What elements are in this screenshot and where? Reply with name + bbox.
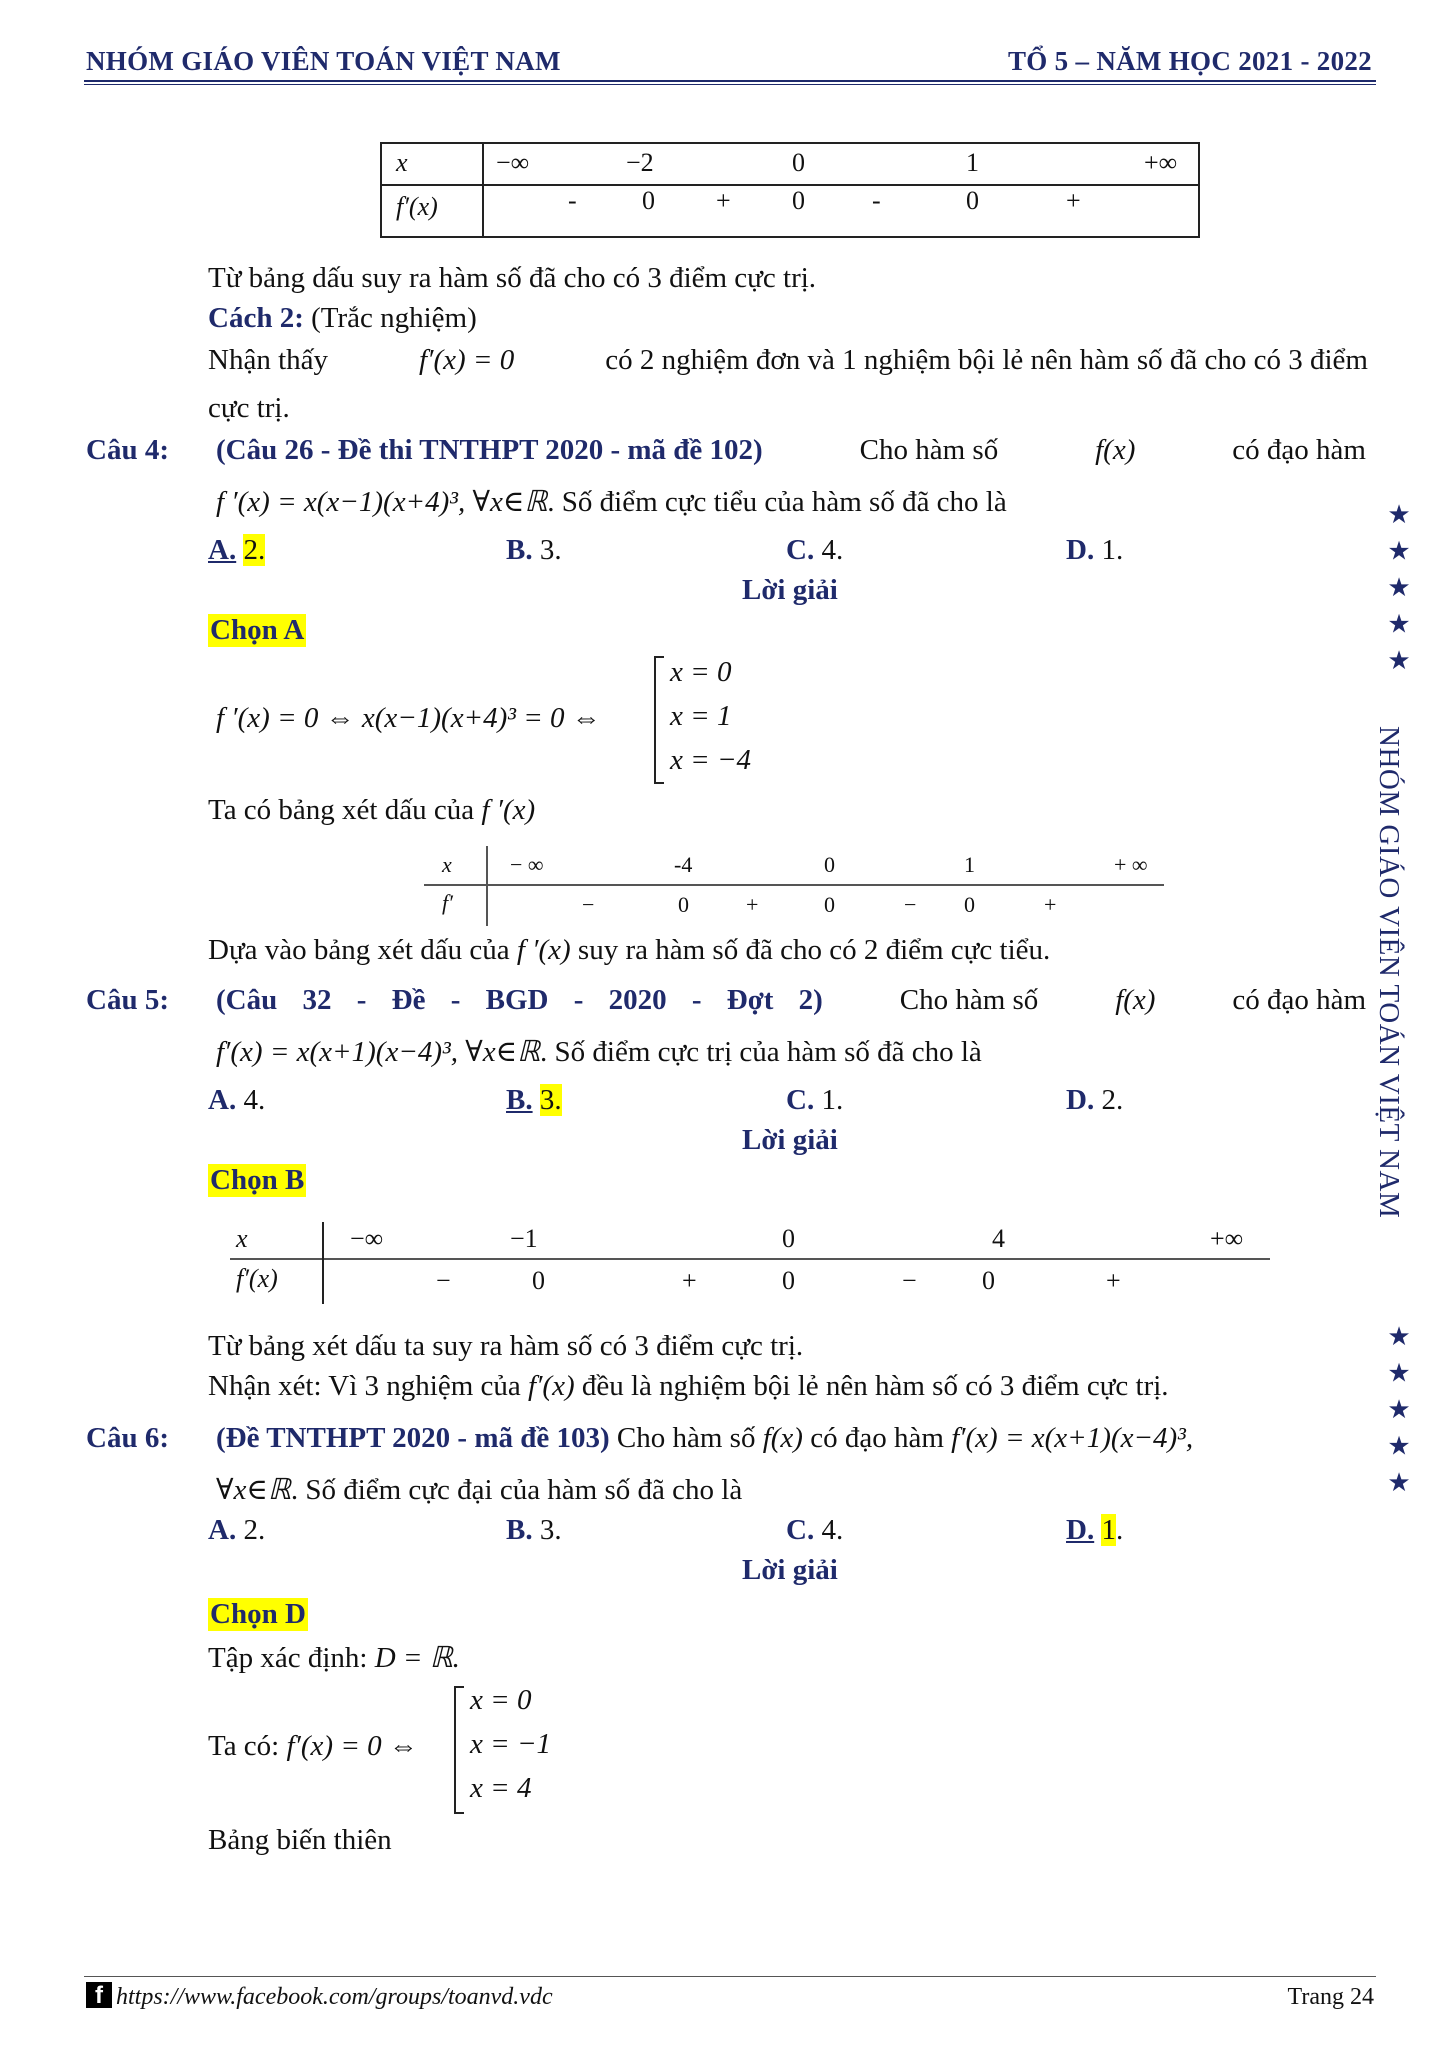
q5-text-c: . Số điểm cực trị của hàm số đã cho là (540, 1036, 982, 1068)
sidebar-stars-top: ★ ★ ★ ★ ★ (1385, 500, 1414, 676)
header-left: NHÓM GIÁO VIÊN TOÁN VIỆT NAM (86, 46, 561, 76)
q6-chon: Chọn D (210, 1598, 306, 1630)
table2-s3: 0 (824, 892, 835, 917)
q4-conclusion (208, 934, 1050, 967)
intro-line4: cực trị. (208, 392, 290, 424)
q6-txd (208, 1640, 460, 1675)
q4-option-d (1066, 534, 1123, 567)
q4-option-d-value: 1. (1101, 534, 1124, 566)
q5-option-c (786, 1084, 843, 1117)
intro-line3b: có 2 nghiệm đơn và 1 nghiệm bội lẻ nên hàm số đã cho có 3 điểm (605, 344, 1368, 376)
table3-s4: − (902, 1266, 917, 1295)
q5-line2a: Nhận xét: Vì 3 nghiệm của (208, 1370, 521, 1402)
q4-bracket (654, 656, 664, 784)
footer-page: Trang 24 (1287, 1984, 1374, 2010)
sidebar-stars-bottom: ★ ★ ★ ★ ★ (1385, 1322, 1414, 1498)
q4-table-intro (208, 794, 535, 827)
q4-option-c-letter: C. (786, 534, 815, 566)
q4-chon: Chọn A (210, 614, 305, 646)
table2-s2: + (746, 892, 759, 917)
header-rule-thin (84, 84, 1376, 85)
q4-conclusion-b: suy ra hàm số đã cho có 2 điểm cực tiểu. (577, 934, 1051, 966)
q4-option-c (786, 534, 843, 567)
table3-s6: + (1106, 1266, 1121, 1295)
facebook-icon: f (86, 1982, 112, 2008)
header-right: TỔ 5 – NĂM HỌC 2021 - 2022 (1007, 46, 1372, 76)
sign-table-3 (230, 1222, 1270, 1304)
q5-source: (Câu 32 - Đề - BGD - 2020 - Đợt 2) (216, 984, 823, 1016)
q5-option-d (1066, 1084, 1123, 1117)
table1-x2: 0 (792, 148, 805, 177)
table1-s2: + (716, 186, 731, 215)
q6-option-c-value: 4. (821, 1514, 844, 1546)
q4-option-a-value: 2. (243, 534, 266, 566)
q5-option-d-letter: D. (1066, 1084, 1095, 1116)
cach2-label: Cách 2: (208, 302, 304, 334)
q6-taco-text: Ta có: (208, 1730, 280, 1762)
cach2-text: (Trắc nghiệm) (303, 302, 477, 334)
q4-option-d-letter: D. (1066, 534, 1095, 566)
q6-line1 (216, 1422, 1193, 1455)
q5-option-a-letter: A. (208, 1084, 237, 1116)
table2-x4: + ∞ (1114, 852, 1148, 877)
q5-option-d-value: 2. (1101, 1084, 1124, 1116)
table2-x2: 0 (824, 852, 835, 877)
table1-x-label: x (396, 148, 408, 177)
q4-text-c: . Số điểm cực tiểu của hàm số đã cho là (547, 486, 1007, 518)
q6-txd-math: D = ℝ. (374, 1642, 460, 1674)
footer-url[interactable]: https://www.facebook.com/groups/toanvd.vdc (116, 1984, 553, 2010)
q4-eq-left: f ′(x) = 0 ⇔ x(x−1)(x+4)³ = 0 ⇔ (216, 702, 601, 734)
q6-line2 (216, 1472, 742, 1507)
q4-source: (Câu 26 - Đề thi TNTHPT 2020 - mã đề 102) (216, 434, 763, 466)
q5-line2 (216, 1034, 982, 1069)
q4-table-intro-math: f ′(x) (481, 794, 536, 826)
table1-x4: +∞ (1144, 148, 1178, 177)
table3-x2: 0 (782, 1224, 795, 1253)
q4-fx: f(x) (1095, 434, 1136, 466)
q6-line2-text: . Số điểm cực đại của hàm số đã cho là (290, 1474, 743, 1506)
q5-loigiai: Lời giải (742, 1124, 838, 1156)
q5-fx: f(x) (1115, 984, 1156, 1016)
table2-f-label: f′ (442, 890, 453, 915)
q6-txd-text: Tập xác định: (208, 1642, 368, 1674)
q6-source: (Đề TNTHPT 2020 - mã đề 103) (216, 1422, 610, 1454)
q4-line1 (216, 434, 1366, 467)
q4-option-a-letter: A. (208, 534, 237, 566)
q6-option-d: D. 1. (1066, 1514, 1124, 1546)
table1-s1: 0 (642, 186, 655, 215)
sign-table-1 (380, 142, 1200, 238)
table1-s5: 0 (966, 186, 979, 215)
footer-rule (84, 1976, 1376, 1977)
q4-option-a (208, 534, 265, 567)
table3-s0: − (436, 1266, 451, 1295)
q4-option-b (506, 534, 562, 567)
q5-option-c-value: 1. (821, 1084, 844, 1116)
table3-s3: 0 (782, 1266, 795, 1295)
q4-text-b: có đạo hàm (1232, 434, 1366, 466)
q5-text-a: Cho hàm số (899, 984, 1039, 1016)
table1-s3: 0 (792, 186, 805, 215)
table3-s2: + (682, 1266, 697, 1295)
q4-root-0: x = 0 (670, 656, 732, 688)
intro-line3-math: f′(x) = 0 (419, 344, 515, 376)
q6-option-a-value: 2. (243, 1514, 266, 1546)
q5-option-a-value: 4. (243, 1084, 266, 1116)
q4-option-c-value: 4. (821, 534, 844, 566)
table1-x1: −2 (626, 148, 654, 177)
table2-s1: 0 (678, 892, 689, 917)
q4-line2 (216, 484, 1007, 519)
q5-line2b: đều là nghiệm bội lẻ nên hàm số có 3 điểm cực trị. (581, 1370, 1169, 1402)
q6-label: Câu 6: (86, 1422, 169, 1454)
table2-x3: 1 (964, 852, 975, 877)
q6-line2-math: ∀x∈ℝ (216, 1474, 291, 1506)
q6-option-c-letter: C. (786, 1514, 815, 1546)
q6-bracket (454, 1686, 464, 1814)
table1-x0: −∞ (496, 148, 530, 177)
q4-option-b-value: 3. (539, 534, 562, 566)
q4-formula: f ′(x) = x(x−1)(x+4)³, ∀x∈ℝ (216, 486, 548, 518)
q6-root-1: x = −1 (470, 1728, 552, 1760)
q6-root-2: x = 4 (470, 1772, 532, 1804)
q6-taco-math: f′(x) = 0 ⇔ (286, 1730, 418, 1762)
table3-x0: −∞ (350, 1224, 384, 1253)
q5-line-conclusion2 (208, 1370, 1169, 1403)
q5-label: Câu 5: (86, 984, 169, 1016)
table2-x-label: x (442, 852, 452, 877)
q5-chon: Chọn B (210, 1164, 305, 1196)
table3-f-label: f′(x) (236, 1264, 278, 1293)
intro-line3 (208, 344, 1368, 377)
q4-text-a: Cho hàm số (859, 434, 999, 466)
q6-option-b (506, 1514, 562, 1547)
q6-loigiai: Lời giải (742, 1554, 838, 1586)
table1-s4: - (872, 186, 881, 215)
q6-option-c (786, 1514, 843, 1547)
q4-root-1: x = 1 (670, 700, 732, 732)
header-rule (84, 80, 1376, 82)
q6-option-d-letter: D. (1066, 1514, 1095, 1546)
q6-text-a: Cho hàm số (616, 1422, 756, 1454)
q4-option-b-letter: B. (506, 534, 533, 566)
table1-f-label: f′(x) (396, 192, 438, 221)
q4-loigiai: Lời giải (742, 574, 838, 606)
intro-line1: Từ bảng dấu suy ra hàm số đã cho có 3 điểm cực trị. (208, 262, 817, 294)
table2-s4: − (904, 892, 917, 917)
sidebar-text: NHÓM GIÁO VIÊN TOÁN VIỆT NAM (1373, 726, 1405, 1219)
table2-s0: − (582, 892, 595, 917)
intro-cach2 (208, 302, 477, 335)
q6-formula: f′(x) = x(x+1)(x−4)³, (951, 1422, 1194, 1454)
q6-fx: f(x) (762, 1422, 803, 1454)
q5-line-conclusion1: Từ bảng xét dấu ta suy ra hàm số có 3 điểm cực trị. (208, 1330, 804, 1362)
q6-bbt: Bảng biến thiên (208, 1824, 392, 1856)
q5-option-b (506, 1084, 562, 1117)
q5-text-b: có đạo hàm (1232, 984, 1366, 1016)
table1-x3: 1 (966, 148, 979, 177)
q5-option-b-value: 3. (539, 1084, 562, 1116)
table2-x0: − ∞ (510, 852, 544, 877)
q4-label: Câu 4: (86, 434, 169, 466)
q5-line2-math: f′(x) (528, 1370, 575, 1402)
q5-formula: f′(x) = x(x+1)(x−4)³, ∀x∈ℝ (216, 1036, 541, 1068)
q6-option-a-letter: A. (208, 1514, 237, 1546)
q4-table-intro-text: Ta có bảng xét dấu của (208, 794, 475, 826)
table2-x1: -4 (674, 852, 693, 877)
table2-s6: + (1044, 892, 1057, 917)
q6-option-b-letter: B. (506, 1514, 533, 1546)
table3-s5: 0 (982, 1266, 995, 1295)
table3-x-label: x (236, 1224, 248, 1253)
q6-option-d-value: 1 (1101, 1514, 1116, 1546)
q6-option-a (208, 1514, 265, 1547)
q6-option-b-value: 3. (539, 1514, 562, 1546)
sign-table-2 (424, 846, 1164, 926)
q6-taco (208, 1730, 418, 1763)
intro-line3a: Nhận thấy (208, 344, 328, 376)
table1-s6: + (1066, 186, 1081, 215)
q4-root-2: x = −4 (670, 744, 752, 776)
table3-x1: −1 (510, 1224, 538, 1253)
q4-conclusion-math: f ′(x) (516, 934, 571, 966)
table3-x4: +∞ (1210, 1224, 1244, 1253)
table1-s0: - (568, 186, 577, 215)
q5-option-b-letter: B. (506, 1084, 533, 1116)
q6-text-b: có đạo hàm (810, 1422, 944, 1454)
table3-s1: 0 (532, 1266, 545, 1295)
q5-line1 (216, 984, 1366, 1017)
q4-conclusion-a: Dựa vào bảng xét dấu của (208, 934, 510, 966)
q5-option-c-letter: C. (786, 1084, 815, 1116)
table3-x3: 4 (992, 1224, 1005, 1253)
q6-root-0: x = 0 (470, 1684, 532, 1716)
table2-s5: 0 (964, 892, 975, 917)
q5-option-a (208, 1084, 265, 1117)
